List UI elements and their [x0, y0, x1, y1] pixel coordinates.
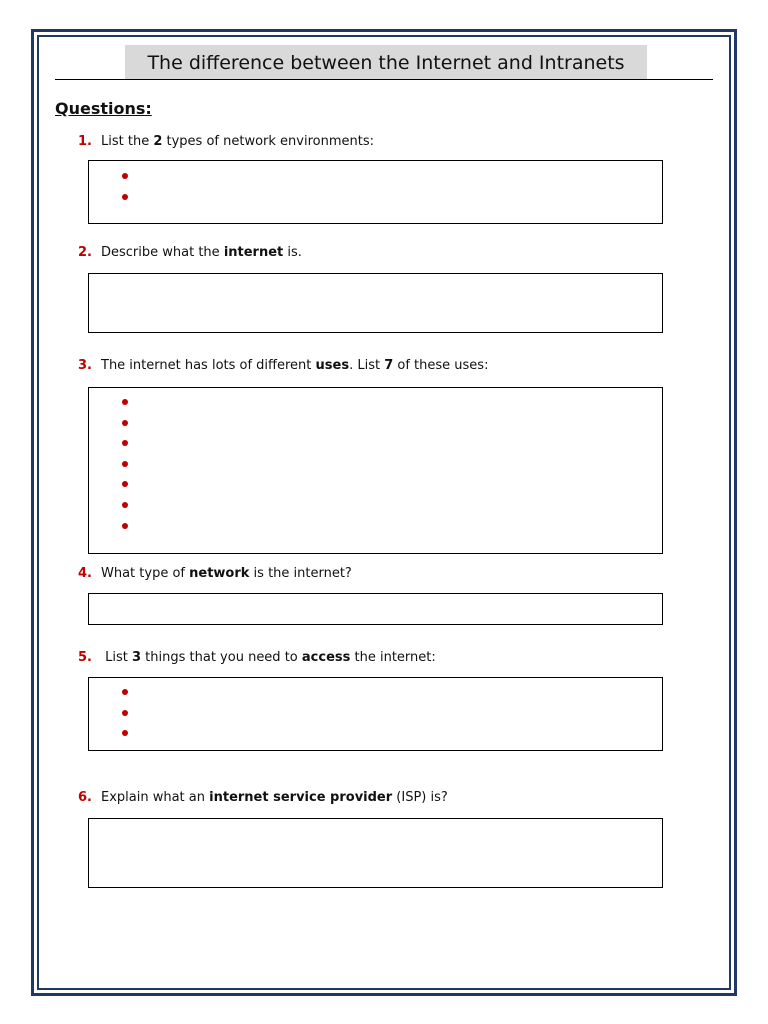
answer-box-1[interactable]: [88, 160, 663, 224]
question-6: [78, 790, 448, 805]
question-4: [78, 566, 352, 581]
answer-box-3[interactable]: [88, 387, 663, 554]
question-2: [78, 245, 302, 260]
answer-box-2[interactable]: [88, 273, 663, 333]
page-title: [125, 45, 647, 80]
question-3: [78, 358, 488, 373]
question-number: 5.: [78, 650, 92, 665]
question-number: 2.: [78, 245, 92, 260]
question-text: The internet has lots of different uses. List 7 of these uses:: [101, 358, 489, 373]
answer-box-6[interactable]: [88, 818, 663, 888]
page-title-text: The difference between the Internet and Intranets: [147, 51, 625, 74]
question-5: [78, 650, 436, 665]
question-text: Describe what the internet is.: [101, 245, 302, 260]
question-text: Explain what an internet service provider (ISP) is?: [101, 790, 448, 805]
answer-box-4[interactable]: [88, 593, 663, 625]
question-1: [78, 134, 374, 149]
question-text: What type of network is the internet?: [101, 566, 352, 581]
question-text: List 3 things that you need to access the internet:: [101, 650, 436, 665]
question-number: 1.: [78, 134, 92, 149]
question-number: 4.: [78, 566, 92, 581]
answer-box-5[interactable]: [88, 677, 663, 751]
title-divider: [55, 79, 713, 80]
questions-heading: Questions:: [55, 99, 152, 118]
question-number: 3.: [78, 358, 92, 373]
question-number: 6.: [78, 790, 92, 805]
question-text: List the 2 types of network environments:: [101, 134, 374, 149]
